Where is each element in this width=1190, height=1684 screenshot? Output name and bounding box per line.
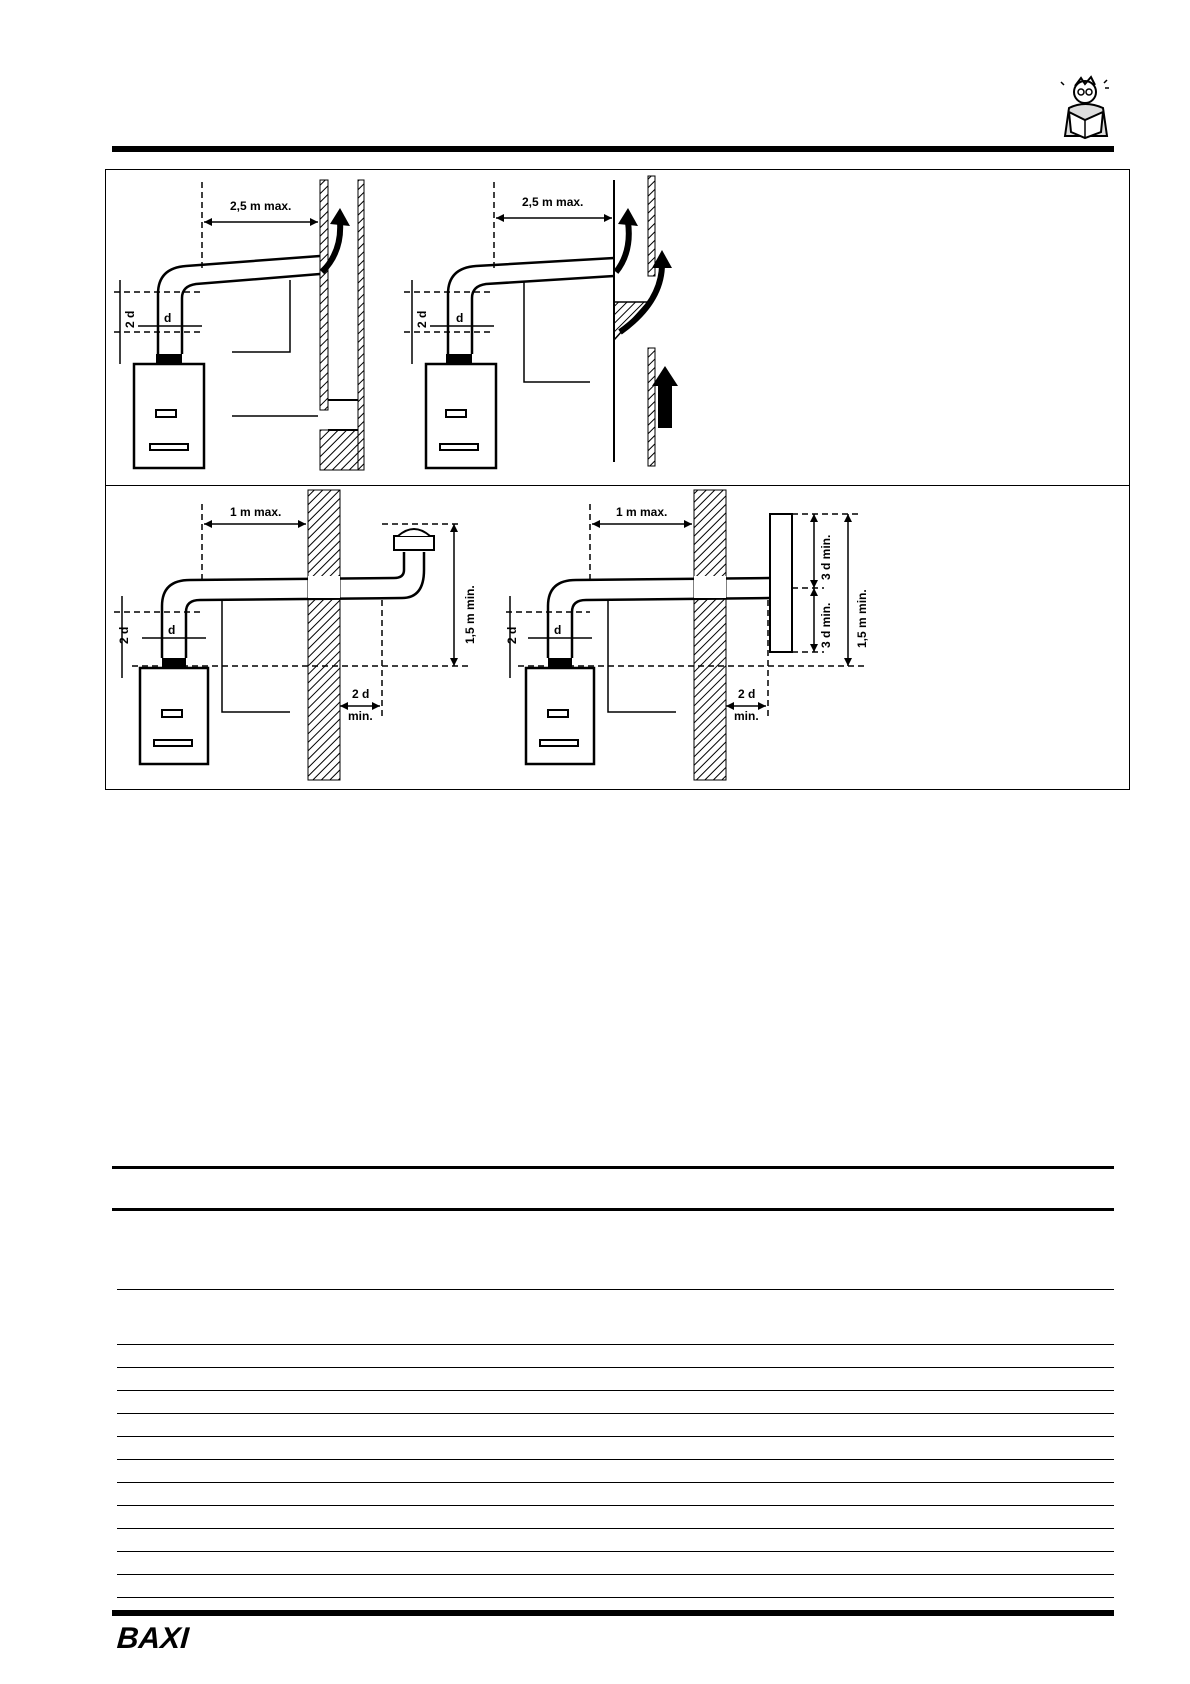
table-row-rule [117, 1436, 1114, 1437]
table-header-rule [112, 1208, 1114, 1211]
figure-bottom-right [504, 488, 894, 788]
table-row-rule [117, 1459, 1114, 1460]
dim-horizontal-label: 1 m max. [616, 505, 668, 519]
dim-vertical-label: 2 d [117, 626, 131, 644]
figure-top-left [112, 172, 402, 482]
dim-pipe-label: d [554, 623, 562, 637]
dim-vertical-label: 2 d [415, 310, 429, 328]
dim-clearance-label: 2 d [352, 687, 370, 701]
figure-bottom-left [112, 488, 492, 788]
dim-horizontal-label: 2,5 m max. [230, 199, 292, 213]
table-row-rule [117, 1505, 1114, 1506]
table-row-rule [117, 1551, 1114, 1552]
dim-pipe-label: d [164, 311, 172, 325]
dim-horizontal-label: 2,5 m max. [522, 195, 584, 209]
dim-clearance-min-label: min. [734, 709, 759, 723]
table-row-rule [117, 1289, 1114, 1290]
table-row-rule [117, 1597, 1114, 1598]
dim-upper-label: 3 d min. [819, 534, 833, 580]
dim-horizontal-label: 1 m max. [230, 505, 282, 519]
dim-height-label: 1,5 m min. [855, 589, 869, 648]
dim-vertical-label: 2 d [123, 310, 137, 328]
table-row-rule [117, 1528, 1114, 1529]
dim-pipe-label: d [456, 311, 464, 325]
figure-divider [105, 485, 1130, 486]
reading-man-icon [1055, 74, 1117, 144]
dim-pipe-label: d [168, 623, 176, 637]
table-row-rule [117, 1413, 1114, 1414]
table-row-rule [117, 1482, 1114, 1483]
table-row-rule [117, 1574, 1114, 1575]
table-row-rule [117, 1367, 1114, 1368]
table-row-rule [117, 1390, 1114, 1391]
dim-clearance-min-label: min. [348, 709, 373, 723]
baxi-logo: BAXI [115, 1622, 190, 1655]
header-rule [112, 146, 1114, 152]
figure-top-right [400, 172, 700, 482]
footer-rule [112, 1610, 1114, 1616]
dim-vertical-label: 2 d [505, 626, 519, 644]
dim-height-label: 1,5 m min. [463, 585, 477, 644]
dim-clearance-label: 2 d [738, 687, 756, 701]
dim-lower-label: 3 d min. [819, 602, 833, 648]
table-row-rule [117, 1344, 1114, 1345]
table-top-rule [112, 1166, 1114, 1169]
